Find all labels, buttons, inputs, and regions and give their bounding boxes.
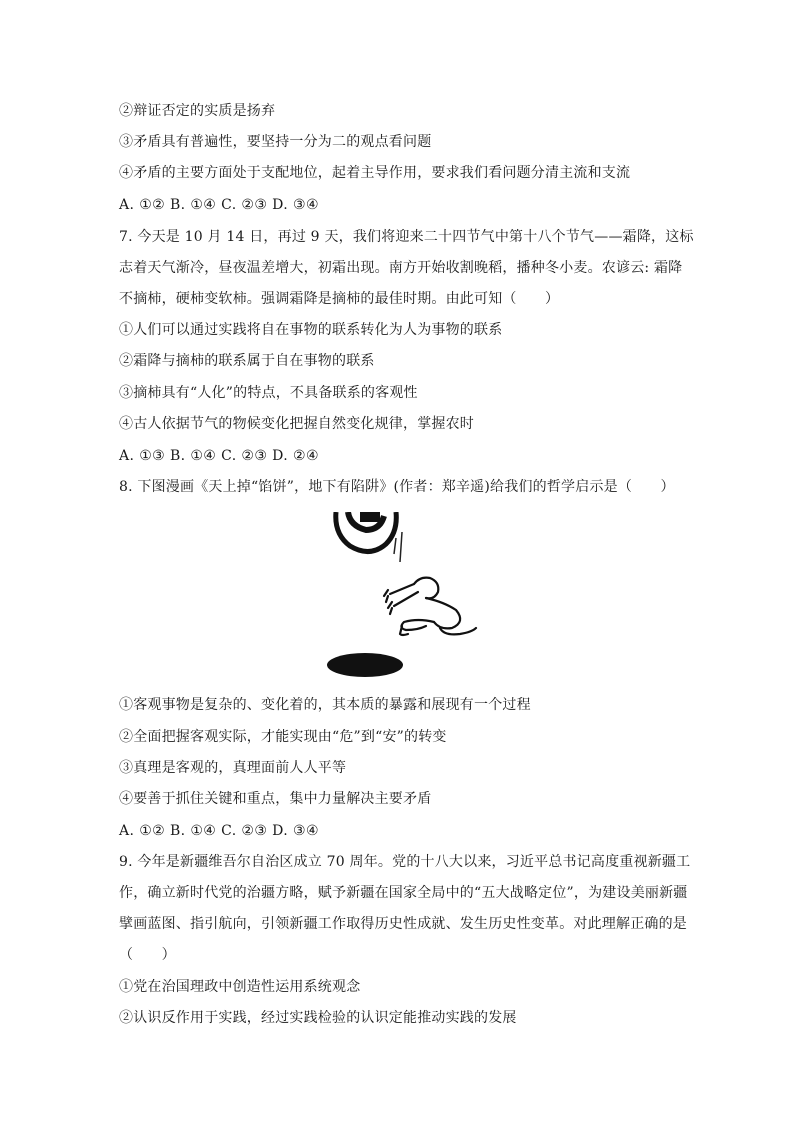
q7-option-2: ②霜降与摘柿的联系属于自在事物的联系 (119, 353, 375, 369)
q7-choices: A. ①③ B. ①④ C. ②③ D. ②④ (119, 448, 319, 464)
cartoon-image (322, 512, 482, 678)
q9-option-2: ②认识反作用于实践，经过实践检验的认识定能推动实践的发展 (119, 1010, 517, 1026)
q6-option-2: ②辩证否定的实质是扬弃 (119, 103, 276, 119)
trap-hole (327, 653, 403, 677)
q9-answer-blank: （ ） (119, 947, 176, 963)
q8-option-4: ④要善于抓住关键和重点，集中力量解决主要矛盾 (119, 791, 432, 807)
running-man (384, 578, 476, 635)
q9-stem-line-1: 9. 今年是新疆维吾尔自治区成立 70 周年。党的十八大以来，习近平总书记高度重视新疆工 (119, 854, 691, 870)
q6-option-3: ③矛盾具有普遍性，要坚持一分为二的观点看问题 (119, 134, 432, 150)
q6-option-4: ④矛盾的主要方面处于支配地位，起着主导作用，要求我们看问题分清主流和支流 (119, 165, 631, 181)
q9-option-1: ①党在治国理政中创造性运用系统观念 (119, 979, 361, 995)
q9-stem-line-3: 擘画蓝图、指引航向，引领新疆工作取得历史性成就、发生历史性变革。对此理解正确的是 (119, 916, 687, 932)
q9-stem-line-2: 作，确立新时代党的治疆方略，赋予新疆在国家全局中的“五大战略定位”，为建设美丽新疆 (119, 885, 688, 901)
q8-option-2: ②全面把握客观实际，才能实现由“危”到“安”的转变 (119, 729, 447, 745)
q7-option-1: ①人们可以通过实践将自在事物的联系转化为人为事物的联系 (119, 322, 503, 338)
q8-option-1: ①客观事物是复杂的、变化着的，其本质的暴露和展现有一个过程 (119, 697, 531, 713)
q7-option-3: ③摘柿具有“人化”的特点，不具备联系的客观性 (119, 385, 418, 401)
q6-choices: A. ①② B. ①④ C. ②③ D. ③④ (119, 197, 319, 213)
q7-option-4: ④古人依据节气的物候变化把握自然变化规律，掌握农时 (119, 416, 474, 432)
q8-choices: A. ①② B. ①④ C. ②③ D. ③④ (119, 823, 319, 839)
q8-stem: 8. 下图漫画《天上掉“馅饼”，地下有陷阱》(作者：郑辛遥)给我们的哲学启示是（ ） (119, 479, 675, 495)
q7-stem-line-3: 不摘柿，硬柿变软柿。强调霜降是摘柿的最佳时期。由此可知（ ） (119, 291, 560, 307)
q7-stem-line-1: 7. 今天是 10 月 14 日，再过 9 天，我们将迎来二十四节气中第十八个节气——霜降，这标 (119, 229, 694, 245)
q7-stem-line-2: 志着天气渐冷，昼夜温差增大，初霜出现。南方开始收割晚稻，播种冬小麦。农谚云: 霜降 (119, 260, 683, 276)
q8-option-3: ③真理是客观的，真理面前人人平等 (119, 760, 347, 776)
